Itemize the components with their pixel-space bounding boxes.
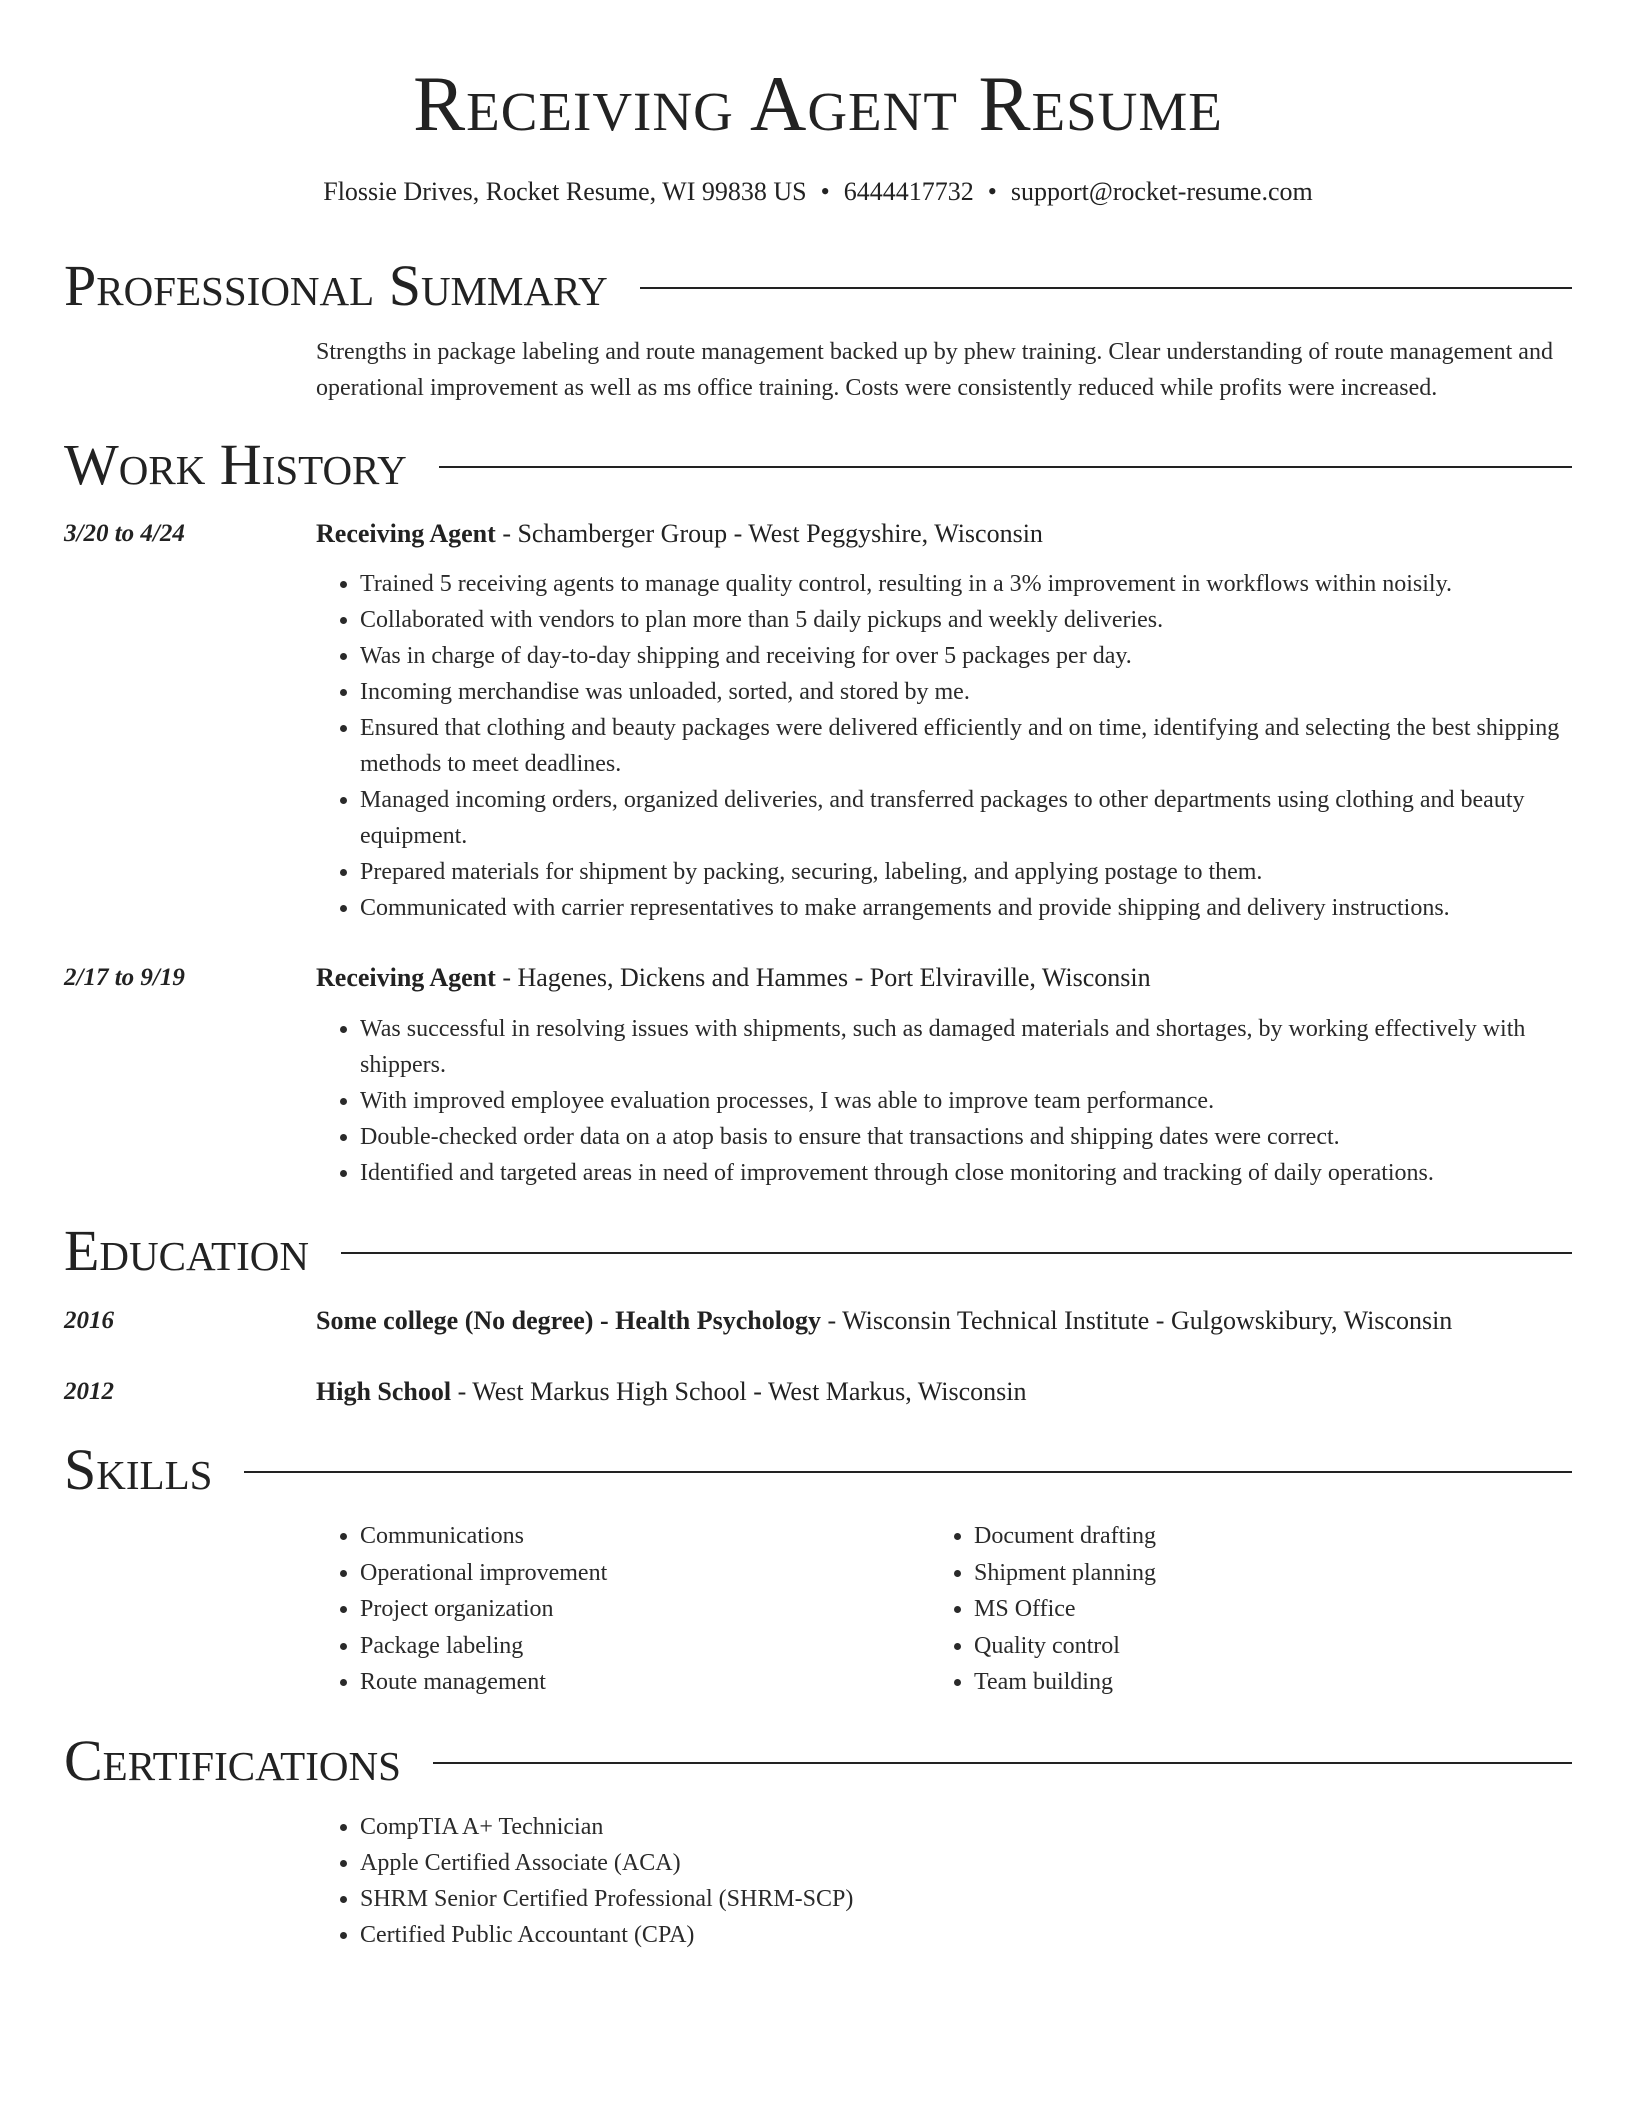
job-title: Receiving Agent xyxy=(316,963,496,992)
contact-line xyxy=(64,174,1572,210)
job-heading xyxy=(316,516,1572,552)
skill-item: • Document drafting xyxy=(974,1518,1530,1555)
skill-item: • MS Office xyxy=(974,1591,1530,1628)
section-title: Education xyxy=(64,1218,309,1283)
job-bullet: • Communicated with carrier representatives to make arrangements and provide shipping and delivery instructions. xyxy=(360,890,1572,926)
skill-item: • Quality control xyxy=(974,1628,1530,1665)
skill-item: • Operational improvement xyxy=(360,1555,916,1592)
job-details: - Hagenes, Dickens and Hammes - Port Elviraville, Wisconsin xyxy=(495,963,1151,992)
job-dates: 3/20 to 4/24 xyxy=(64,520,185,547)
job-bullet: • Ensured that clothing and beauty packages were delivered efficiently and on time, identifying and selecting the best shipping methods to meet deadlines. xyxy=(360,710,1572,782)
address: Flossie Drives, Rocket Resume, WI 99838 US xyxy=(323,177,807,206)
skills-list-right xyxy=(930,1518,1530,1701)
job-bullet: • Identified and targeted areas in need of improvement through close monitoring and tracking of daily operations. xyxy=(360,1155,1572,1191)
education-heading xyxy=(316,1374,1572,1410)
education-year: 2012 xyxy=(64,1378,114,1405)
skill-item: • Project organization xyxy=(360,1591,916,1628)
job-title: Receiving Agent xyxy=(316,519,496,548)
job-bullet: • Collaborated with vendors to plan more than 5 daily pickups and weekly deliveries. xyxy=(360,602,1572,638)
education-degree: High School xyxy=(316,1377,452,1406)
section-title: Skills xyxy=(64,1437,213,1502)
email: support@rocket-resume.com xyxy=(1010,177,1313,206)
job-bullets xyxy=(316,1011,1572,1191)
section-header-education xyxy=(64,1218,1572,1284)
job-bullet: • Double-checked order data on a atop basis to ensure that transactions and shipping dates were correct. xyxy=(360,1119,1572,1155)
job-heading xyxy=(316,960,1572,996)
section-header-certifications xyxy=(64,1728,1572,1794)
section-title: Work History xyxy=(64,432,407,497)
job-bullet: • Managed incoming orders, organized deliveries, and transferred packages to other departments using clothing and beauty equipment. xyxy=(360,782,1572,854)
education-year: 2016 xyxy=(64,1307,114,1334)
section-divider xyxy=(433,1762,1572,1764)
section-header-work-history xyxy=(64,432,1572,498)
education-details: - West Markus High School - West Markus, Wisconsin xyxy=(451,1377,1027,1406)
education-details: - Wisconsin Technical Institute - Gulgowskibury, Wisconsin xyxy=(820,1306,1453,1335)
certification-item: • Certified Public Accountant (CPA) xyxy=(360,1917,1572,1953)
phone: 6444417732 xyxy=(843,177,974,206)
job-bullet: • Was successful in resolving issues with shipments, such as damaged materials and shortages, by working effectively with shippers. xyxy=(360,1011,1572,1083)
section-header-summary xyxy=(64,253,1572,319)
job-dates: 2/17 to 9/19 xyxy=(64,964,185,991)
section-title: Professional Summary xyxy=(64,253,608,318)
skill-item: • Route management xyxy=(360,1664,916,1701)
job-bullets xyxy=(316,566,1572,926)
skill-item: • Communications xyxy=(360,1518,916,1555)
skill-item: • Package labeling xyxy=(360,1628,916,1665)
certification-item: • SHRM Senior Certified Professional (SHRM-SCP) xyxy=(360,1881,1572,1917)
education-degree: Some college (No degree) - Health Psychology xyxy=(316,1306,821,1335)
job-bullet: • Trained 5 receiving agents to manage quality control, resulting in a 3% improvement in workflows within noisily. xyxy=(360,566,1572,602)
skills-list-left xyxy=(316,1518,916,1701)
job-bullet: • With improved employee evaluation processes, I was able to improve team performance. xyxy=(360,1083,1572,1119)
job-bullet: • Prepared materials for shipment by packing, securing, labeling, and applying postage to them. xyxy=(360,854,1572,890)
separator: • xyxy=(987,177,997,206)
section-divider xyxy=(439,466,1572,468)
certifications-list xyxy=(316,1809,1572,1953)
summary-text: Strengths in package labeling and route management backed up by phew training. Clear understanding of route management and operational improvement as well as ms office training. Costs were consistently reduced while profits were increased. xyxy=(316,339,1553,401)
job-bullet: • Incoming merchandise was unloaded, sorted, and stored by me. xyxy=(360,674,1572,710)
skill-item: • Shipment planning xyxy=(974,1555,1530,1592)
education-heading xyxy=(316,1303,1572,1339)
certification-item: • Apple Certified Associate (ACA) xyxy=(360,1845,1572,1881)
section-divider xyxy=(640,287,1572,289)
section-divider xyxy=(244,1471,1572,1473)
section-header-skills xyxy=(64,1437,1572,1503)
job-bullet: • Was in charge of day-to-day shipping and receiving for over 5 packages per day. xyxy=(360,638,1572,674)
section-title: Certifications xyxy=(64,1728,401,1793)
job-details: - Schamberger Group - West Peggyshire, Wisconsin xyxy=(495,519,1043,548)
skill-item: • Team building xyxy=(974,1664,1530,1701)
resume-title: Receiving Agent Resume xyxy=(413,60,1223,147)
section-divider xyxy=(341,1252,1572,1254)
certification-item: • CompTIA A+ Technician xyxy=(360,1809,1572,1845)
separator: • xyxy=(820,177,830,206)
